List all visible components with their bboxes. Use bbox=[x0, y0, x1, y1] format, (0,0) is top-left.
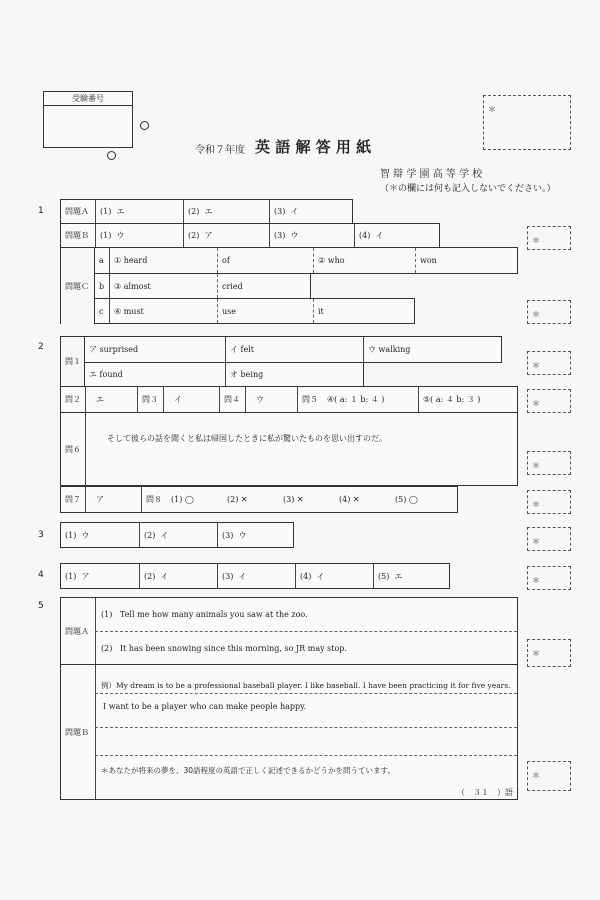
s3-item: (1) ウ bbox=[65, 530, 90, 540]
s2-q7-q8-row bbox=[60, 486, 458, 513]
s3-item: (3) ウ bbox=[217, 523, 293, 547]
instruction-note: （＊の欄には何も記入しないでください。） bbox=[380, 184, 556, 194]
s2-q1-item: エ found bbox=[89, 370, 123, 379]
section-2-number: 2 bbox=[38, 342, 44, 352]
s1-c-key: c bbox=[99, 306, 104, 316]
s1-c-cell: use bbox=[217, 299, 313, 323]
s2-q2-value: エ bbox=[85, 387, 137, 412]
s3-row bbox=[60, 522, 294, 548]
s4-item: (1) ア bbox=[65, 571, 90, 581]
s1-c-cell: ② who bbox=[313, 248, 415, 273]
s1-c-cell: it bbox=[313, 299, 414, 323]
s5-b-answer: I want to be a player who can make people happy. bbox=[103, 702, 307, 711]
star-box: ＊ bbox=[527, 639, 571, 667]
s5-problem-a bbox=[60, 597, 518, 665]
exam-number-box bbox=[43, 91, 133, 148]
s2-q3-label: 問３ bbox=[137, 387, 163, 412]
s3-item: (2) イ bbox=[139, 523, 217, 547]
s1-c-key: a bbox=[99, 256, 104, 265]
s1-b-item: (4) イ bbox=[354, 224, 439, 247]
s2-q5-value-1: ④( a: １ b: ４ ) bbox=[327, 395, 385, 404]
s1-c-cell: ④ must bbox=[109, 299, 217, 323]
section-4-number: 4 bbox=[38, 570, 44, 580]
s5-b-note: ＊あなたが将来の夢を、30語程度の英語で正しく記述できるかどうかを問うています。 bbox=[101, 766, 395, 775]
s1-a-item: (1) エ bbox=[95, 200, 183, 223]
star-box: ＊ bbox=[527, 351, 571, 375]
registration-circle-1 bbox=[140, 121, 149, 130]
s1-c-row-a bbox=[94, 247, 518, 274]
top-star-box bbox=[483, 95, 571, 150]
s1-c-cell: won bbox=[415, 248, 517, 273]
star-box: ＊ bbox=[527, 566, 571, 590]
s2-q7-value: ア bbox=[85, 487, 141, 512]
s1-a-item: (3) イ bbox=[269, 200, 352, 223]
s5-b-example: 例）My dream is to be a professional baseball player. I like baseball. I have been practicing it for five years. bbox=[101, 681, 511, 690]
s1-problem-a-row bbox=[60, 199, 353, 224]
s1-c-cell: ③ almost bbox=[109, 274, 217, 298]
s2-q5-value-2: ⑤( a: ４ b: ３ ) bbox=[418, 387, 517, 412]
s2-q7-label: 問７ bbox=[65, 495, 81, 504]
s1-problem-b-row bbox=[60, 223, 440, 248]
s1-c-cell: ① heard bbox=[109, 248, 217, 273]
s5-problem-a-label: 問題Ａ bbox=[65, 626, 89, 636]
s5-problem-b-label: 問題Ｂ bbox=[65, 727, 89, 737]
s5-a-line-2: (2) It has been snowing since this morning, so JR may stop. bbox=[101, 644, 347, 653]
s1-c-cell: cried bbox=[217, 274, 310, 298]
s2-q1-item: ア surprised bbox=[89, 345, 139, 354]
s2-q1-row-2 bbox=[84, 362, 364, 387]
s4-item: (4) イ bbox=[295, 564, 373, 588]
year-label: 令和７年度 bbox=[195, 145, 245, 156]
s2-q8-item: (3) ✕ bbox=[283, 495, 304, 504]
s2-q5-label: 問５ bbox=[297, 387, 323, 412]
school-name: 智 辯 学 園 高 等 学 校 bbox=[380, 169, 483, 180]
s4-item: (2) イ bbox=[139, 564, 217, 588]
s2-q6-label: 問６ bbox=[65, 444, 81, 454]
s2-q8-item: (5) ◯ bbox=[395, 495, 418, 504]
s1-b-item: (3) ウ bbox=[269, 224, 354, 247]
star-box: ＊ bbox=[527, 226, 571, 250]
s2-q1-item: ウ walking bbox=[363, 337, 501, 362]
exam-number-label: 受験番号 bbox=[44, 92, 132, 106]
s2-q2-q5-row bbox=[60, 386, 518, 413]
page-title: 英 語 解 答 用 紙 bbox=[255, 138, 372, 156]
star-box: ＊ bbox=[527, 451, 571, 475]
s2-q4-value: ウ bbox=[245, 387, 297, 412]
s2-q8-label: 問８ bbox=[141, 487, 167, 512]
s1-c-row-b bbox=[94, 273, 311, 299]
star-box: ＊ bbox=[527, 389, 571, 413]
star-box: ＊ bbox=[527, 527, 571, 551]
word-count: （ ３１ ）語 bbox=[457, 788, 513, 797]
star-mark: ＊ bbox=[488, 105, 496, 114]
s1-problem-c-label: 問題Ｃ bbox=[65, 281, 89, 291]
s2-q8-item: (4) ✕ bbox=[339, 495, 360, 504]
s2-q2-label: 問２ bbox=[65, 395, 81, 404]
s1-problem-b-label: 問題Ｂ bbox=[65, 231, 89, 240]
s2-q3-value: イ bbox=[163, 387, 219, 412]
s2-q6-answer: そして彼らの話を聞くと私は帰国したときに私が驚いたものを思い出すのだ。 bbox=[107, 434, 387, 443]
section-5-number: 5 bbox=[38, 601, 44, 611]
star-box: ＊ bbox=[527, 761, 571, 791]
s1-c-cell: of bbox=[217, 248, 313, 273]
s2-q8-item: (1) ◯ bbox=[171, 495, 194, 504]
s1-b-item: (2) ア bbox=[183, 224, 269, 247]
s5-problem-b bbox=[60, 664, 518, 800]
s2-q1-row-1 bbox=[84, 336, 502, 363]
registration-circle-2 bbox=[107, 151, 116, 160]
star-box: ＊ bbox=[527, 300, 571, 324]
s1-b-item: (1) ウ bbox=[95, 224, 183, 247]
s2-q8-item: (2) ✕ bbox=[227, 495, 248, 504]
section-3-number: 3 bbox=[38, 530, 44, 540]
s2-q1-item: イ felt bbox=[225, 337, 363, 362]
s1-c-row-c bbox=[94, 298, 415, 324]
section-1-number: 1 bbox=[38, 206, 44, 216]
s1-c-key: b bbox=[99, 281, 105, 291]
s2-q4-label: 問４ bbox=[219, 387, 245, 412]
s2-q6-row bbox=[60, 412, 518, 486]
s2-q1-item: オ being bbox=[225, 363, 363, 386]
s1-a-item: (2) エ bbox=[183, 200, 269, 223]
s5-a-line-1: (1) Tell me how many animals you saw at the zoo. bbox=[101, 610, 308, 619]
s1-problem-a-label: 問題Ａ bbox=[65, 207, 89, 216]
star-box: ＊ bbox=[527, 490, 571, 514]
s4-item: (5) エ bbox=[373, 564, 449, 588]
s2-q1-label: 問１ bbox=[65, 356, 81, 366]
s4-item: (3) イ bbox=[217, 564, 295, 588]
s4-row bbox=[60, 563, 450, 589]
